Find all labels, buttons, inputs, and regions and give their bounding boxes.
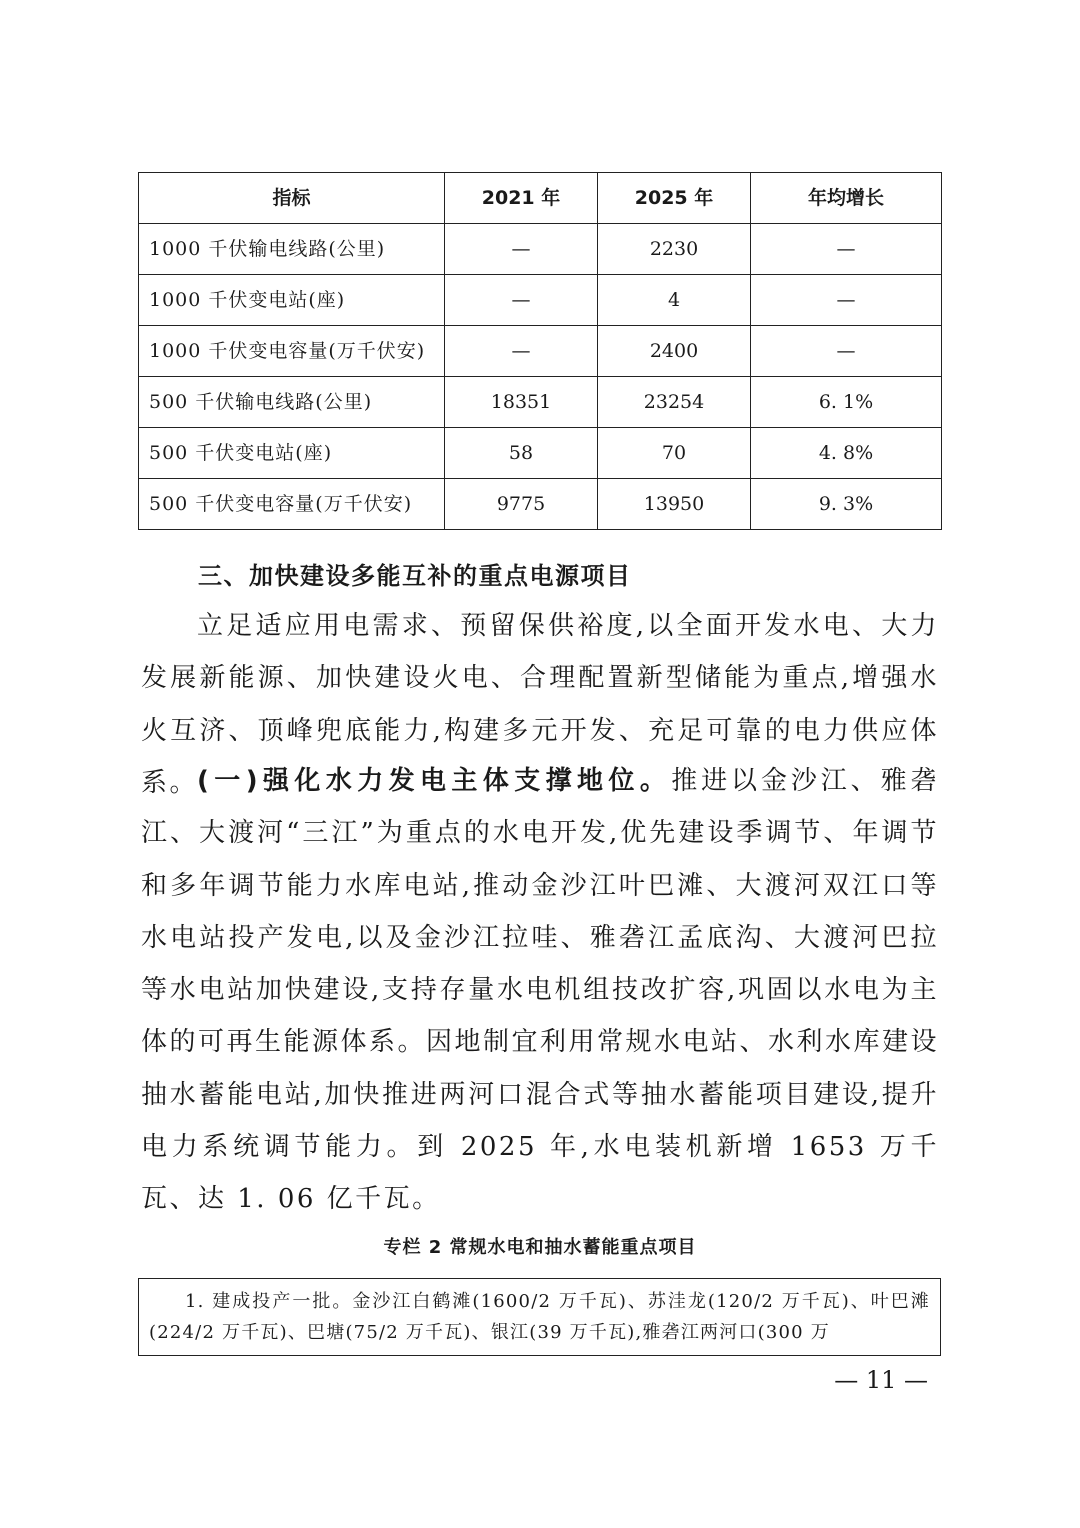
section-heading: 三、加快建设多能互补的重点电源项目 bbox=[198, 562, 632, 590]
subsection-heading: (一)强化水力发电主体支撑地位。 bbox=[197, 766, 672, 796]
header-indicator: 指标 bbox=[139, 173, 445, 224]
column-text: 1. 建成投产一批。金沙江白鹤滩(1600/2 万千瓦)、苏洼龙(120/2 万千瓦)、叶巴滩(224/2 万千瓦)、巴塘(75/2 万千瓦)、银江(39 万千瓦),雅砻江两河口(300 万 bbox=[149, 1291, 930, 1343]
table-row bbox=[139, 326, 942, 377]
cell-2021: 9775 bbox=[445, 479, 598, 530]
cell-growth: — bbox=[751, 224, 942, 275]
table-header-row bbox=[139, 173, 942, 224]
paragraph-hydropower bbox=[141, 755, 939, 1226]
cell-2025: 2230 bbox=[598, 224, 751, 275]
cell-2021: — bbox=[445, 326, 598, 377]
cell-indicator: 1000 千伏输电线路(公里) bbox=[139, 224, 445, 275]
cell-2025: 4 bbox=[598, 275, 751, 326]
cell-growth: — bbox=[751, 326, 942, 377]
cell-indicator: 500 千伏变电站(座) bbox=[139, 428, 445, 479]
paragraph-intro: 立足适应用电需求、预留保供裕度,以全面开发水电、大力发展新能源、加快建设火电、合理配置新型储能为重点,增强水火互济、顶峰兜底能力,构建多元开发、充足可靠的电力供应体系。 bbox=[141, 611, 939, 798]
cell-growth: 6. 1% bbox=[751, 377, 942, 428]
header-2021: 2021 年 bbox=[445, 173, 598, 224]
cell-indicator: 500 千伏变电容量(万千伏安) bbox=[139, 479, 445, 530]
cell-indicator: 1000 千伏变电容量(万千伏安) bbox=[139, 326, 445, 377]
cell-growth: — bbox=[751, 275, 942, 326]
table-row bbox=[139, 275, 942, 326]
cell-indicator: 500 千伏输电线路(公里) bbox=[139, 377, 445, 428]
cell-2025: 2400 bbox=[598, 326, 751, 377]
column-caption: 专栏 2 常规水电和抽水蓄能重点项目 bbox=[383, 1237, 697, 1258]
table-row bbox=[139, 428, 942, 479]
table-row bbox=[139, 377, 942, 428]
cell-2025: 13950 bbox=[598, 479, 751, 530]
cell-2021: 18351 bbox=[445, 377, 598, 428]
indicator-table bbox=[138, 172, 942, 530]
cell-2025: 23254 bbox=[598, 377, 751, 428]
cell-indicator: 1000 千伏变电站(座) bbox=[139, 275, 445, 326]
column-box bbox=[138, 1278, 941, 1356]
cell-2025: 70 bbox=[598, 428, 751, 479]
cell-2021: 58 bbox=[445, 428, 598, 479]
cell-growth: 9. 3% bbox=[751, 479, 942, 530]
subsection-body: 推进以金沙江、雅砻江、大渡河“三江”为重点的水电开发,优先建设季调节、年调节和多年调节能力水库电站,推动金沙江叶巴滩、大渡河双江口等水电站投产发电,以及金沙江拉哇、雅砻江孟底沟、大渡河巴拉等水电站加快建设,支持存量水电机组技改扩容,巩固以水电为主体的可再生能源体系。因地制宜利用常规水电站、水利水库建设抽水蓄能电站,加快推进两河口混合式等抽水蓄能项目建设,提升电力系统调节能力。到 2025 年,水电装机新增 1653 万千瓦、达 1. 06 亿千瓦。 bbox=[141, 766, 940, 1215]
cell-2021: — bbox=[445, 224, 598, 275]
header-annual-growth: 年均增长 bbox=[751, 173, 942, 224]
table-row bbox=[139, 224, 942, 275]
cell-2021: — bbox=[445, 275, 598, 326]
header-2025: 2025 年 bbox=[598, 173, 751, 224]
page-number: — 11 — bbox=[834, 1366, 928, 1394]
table-row bbox=[139, 479, 942, 530]
cell-growth: 4. 8% bbox=[751, 428, 942, 479]
